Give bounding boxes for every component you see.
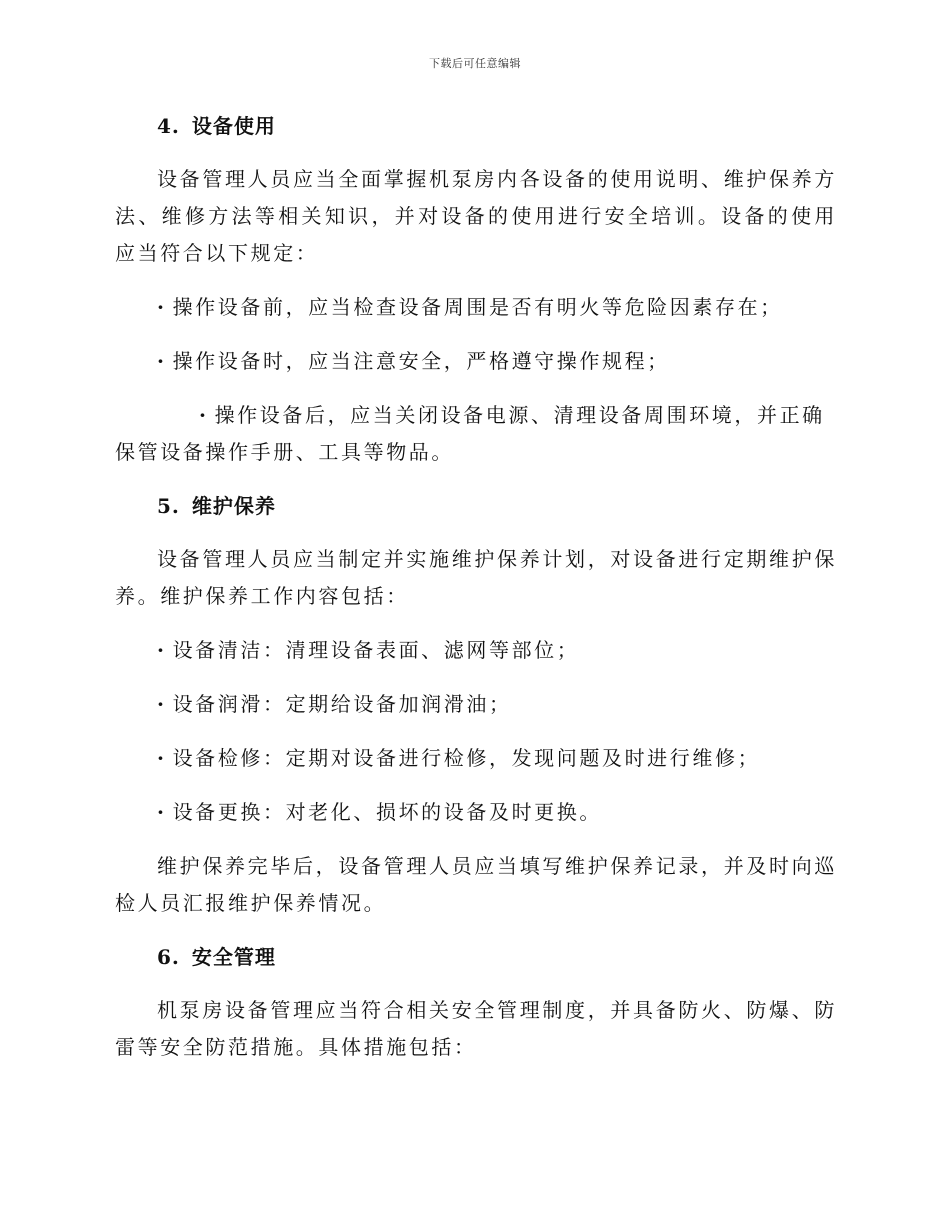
list-item-text: 操作设备后，应当关闭设备电源、清理设备周围环境，并正确保管设备操作手册、工具等物品。: [115, 403, 825, 464]
section-number: 6.: [157, 945, 180, 969]
list-item-text: 设备更换：对老化、损坏的设备及时更换。: [172, 800, 602, 824]
section-4-intro: 设备管理人员应当全面掌握机泵房内各设备的使用说明、维护保养方法、维修方法等相关知识，并对设备的使用进行安全培训。设备的使用应当符合以下规定：: [115, 167, 837, 265]
section-number: 5.: [157, 494, 180, 518]
page-header: 下载后可任意编辑: [429, 57, 521, 70]
list-item: [115, 740, 837, 777]
list-item-text: 设备检修：定期对设备进行检修，发现问题及时进行维修；: [172, 746, 761, 770]
bullet-icon: ·: [157, 692, 167, 716]
section-heading-5: [115, 488, 837, 524]
section-5-closing: 维护保养完毕后，设备管理人员应当填写维护保养记录，并及时向巡检人员汇报维护保养情况。: [115, 854, 837, 915]
section-title: 维护保养: [191, 494, 276, 518]
list-item-text: 操作设备时，应当注意安全，严格遵守操作规程；: [172, 349, 670, 373]
section-heading-6: [115, 939, 837, 975]
section-number: 4.: [157, 114, 180, 138]
section-heading-4: [115, 108, 837, 144]
list-item: [115, 343, 837, 380]
bullet-icon: ·: [157, 800, 167, 824]
document-body: [115, 108, 837, 1066]
section-title: 安全管理: [191, 945, 276, 969]
section-title: 设备使用: [191, 114, 276, 138]
list-item: [115, 632, 837, 669]
list-item: [115, 397, 837, 471]
bullet-icon: ·: [199, 403, 209, 427]
list-item-text: 设备润滑：定期给设备加润滑油；: [172, 692, 512, 716]
section-6-intro: 机泵房设备管理应当符合相关安全管理制度，并具备防火、防爆、防雷等安全防范措施。具体措施包括：: [115, 998, 837, 1059]
list-item-text: 操作设备前，应当检查设备周围是否有明火等危险因素存在；: [172, 295, 783, 319]
bullet-icon: ·: [157, 295, 167, 319]
list-item-text: 设备清洁：清理设备表面、滤网等部位；: [172, 638, 580, 662]
bullet-icon: ·: [157, 746, 167, 770]
list-item: [115, 289, 837, 326]
section-5-intro: 设备管理人员应当制定并实施维护保养计划，对设备进行定期维护保养。维护保养工作内容包括：: [115, 547, 837, 608]
list-item: [115, 794, 837, 831]
bullet-icon: ·: [157, 349, 167, 373]
bullet-icon: ·: [157, 638, 167, 662]
list-item: [115, 686, 837, 723]
